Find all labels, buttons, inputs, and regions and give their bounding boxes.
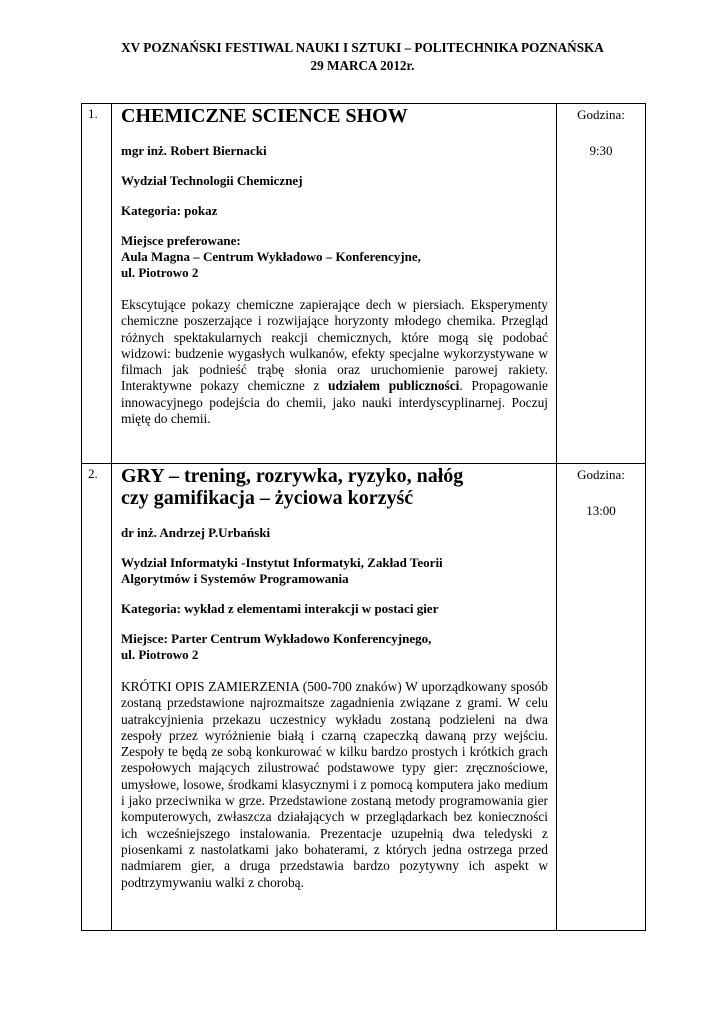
description-text: Ekscytujące pokazy chemiczne zapierające dech w piersiach. Eksperymenty chemiczne poszerzające i rozwijające horyzonty młodego chemika. Przegląd różnych spektakularnych reakcji chemicznych, które mogą się podobać widzowi: budzenie wygasłych wulkanów, efekty specjalne wykorzystywane w filmach jak podnieść trąbę słonia oraz uruchomienie parowej rakiety. Interaktywne pokazy chemiczne z xyxy=(121,297,548,394)
event-title-line: GRY – trening, rozrywka, ryzyko, nałóg xyxy=(121,465,464,487)
event-title-line: CHEMICZNE SCIENCE SHOW xyxy=(121,105,408,127)
time-label: Godzina: xyxy=(577,467,625,482)
event-number: 1. xyxy=(82,104,112,464)
event-time-cell xyxy=(557,104,646,464)
event-presenter: dr inż. Andrzej P.Urbański xyxy=(121,525,271,540)
description-text: . Propagowanie innowacyjnego podejścia do chemii, jako nauki interdyscyplinarnej. Poczuj miętę do chemii. xyxy=(121,378,548,427)
event-place-line: ul. Piotrowo 2 xyxy=(121,647,199,662)
event-category: Kategoria: wykład z elementami interakcji w postaci gier xyxy=(121,601,439,616)
time-label: Godzina: xyxy=(577,107,625,122)
table-row xyxy=(82,464,646,931)
event-title-line: czy gamifikacja – życiowa korzyść xyxy=(121,487,414,509)
event-time-cell xyxy=(557,464,646,931)
event-department: Wydział Technologii Chemicznej xyxy=(121,173,303,188)
event-place-line: ul. Piotrowo 2 xyxy=(121,265,199,280)
event-place-label: Miejsce preferowane: xyxy=(121,233,241,248)
event-description xyxy=(121,297,548,427)
event-place-line: Miejsce: Parter Centrum Wykładowo Konferencyjnego, xyxy=(121,631,432,646)
event-presenter: mgr inż. Robert Biernacki xyxy=(121,143,267,158)
event-title xyxy=(121,105,556,127)
event-department-line: Algorytmów i Systemów Programowania xyxy=(121,571,349,586)
event-details xyxy=(112,464,557,931)
description-highlight: udziałem publiczności xyxy=(328,378,460,394)
event-description: KRÓTKI OPIS ZAMIERZENIA (500-700 znaków) W uporządkowany sposób zostaną przedstawione najrozmaitsze zagadnienia związane z grami. W celu uatrakcyjnienia przekazu uczestnicy wykładu zostaną podzieleni na dwa zespoły przez wyróżnienie białą i czarną czapeczką dawaną przy wejściu. Zespoły te będą ze sobą konkurować w kilku bardzo prostych i krótkich grach zespołowych mających zilustrować podstawowe typy gier: zręcznościowe, umysłowe, losowe, środkami klasycznymi i z pomocą komputera jako medium i jako przeciwnika w grze. Przedstawione zostaną metody programowania gier komputerowych, zwłaszcza działających w przeglądarkach bez konieczności ich wcześniejszego instalowania. Prezentacje uzupełnią dwa teledyski z piosenkami z nastolatkami jako bohaterami, z których jedna ostrzega przed nadmiarem gier, a druga przedstawia bardzo pozytywny ich aspekt w podtrzymywaniu walki z chorobą. xyxy=(121,679,548,890)
table-row xyxy=(82,104,646,464)
event-details xyxy=(112,104,557,464)
event-department: Wydział Informatyki -Instytut Informatyki, Zakład Teorii xyxy=(121,555,443,570)
event-number: 2. xyxy=(82,464,112,931)
festival-date: 29 MARCA 2012r. xyxy=(310,58,415,73)
event-title xyxy=(121,465,556,509)
event-time: 13:00 xyxy=(586,503,616,518)
schedule-table xyxy=(81,103,646,931)
event-category: Kategoria: pokaz xyxy=(121,203,218,218)
event-time: 9:30 xyxy=(589,143,613,158)
festival-title: XV POZNAŃSKI FESTIWAL NAUKI I SZTUKI – POLITECHNIKA POZNAŃSKA xyxy=(121,40,604,55)
event-place-line: Aula Magna – Centrum Wykładowo – Konferencyjne, xyxy=(121,249,421,264)
